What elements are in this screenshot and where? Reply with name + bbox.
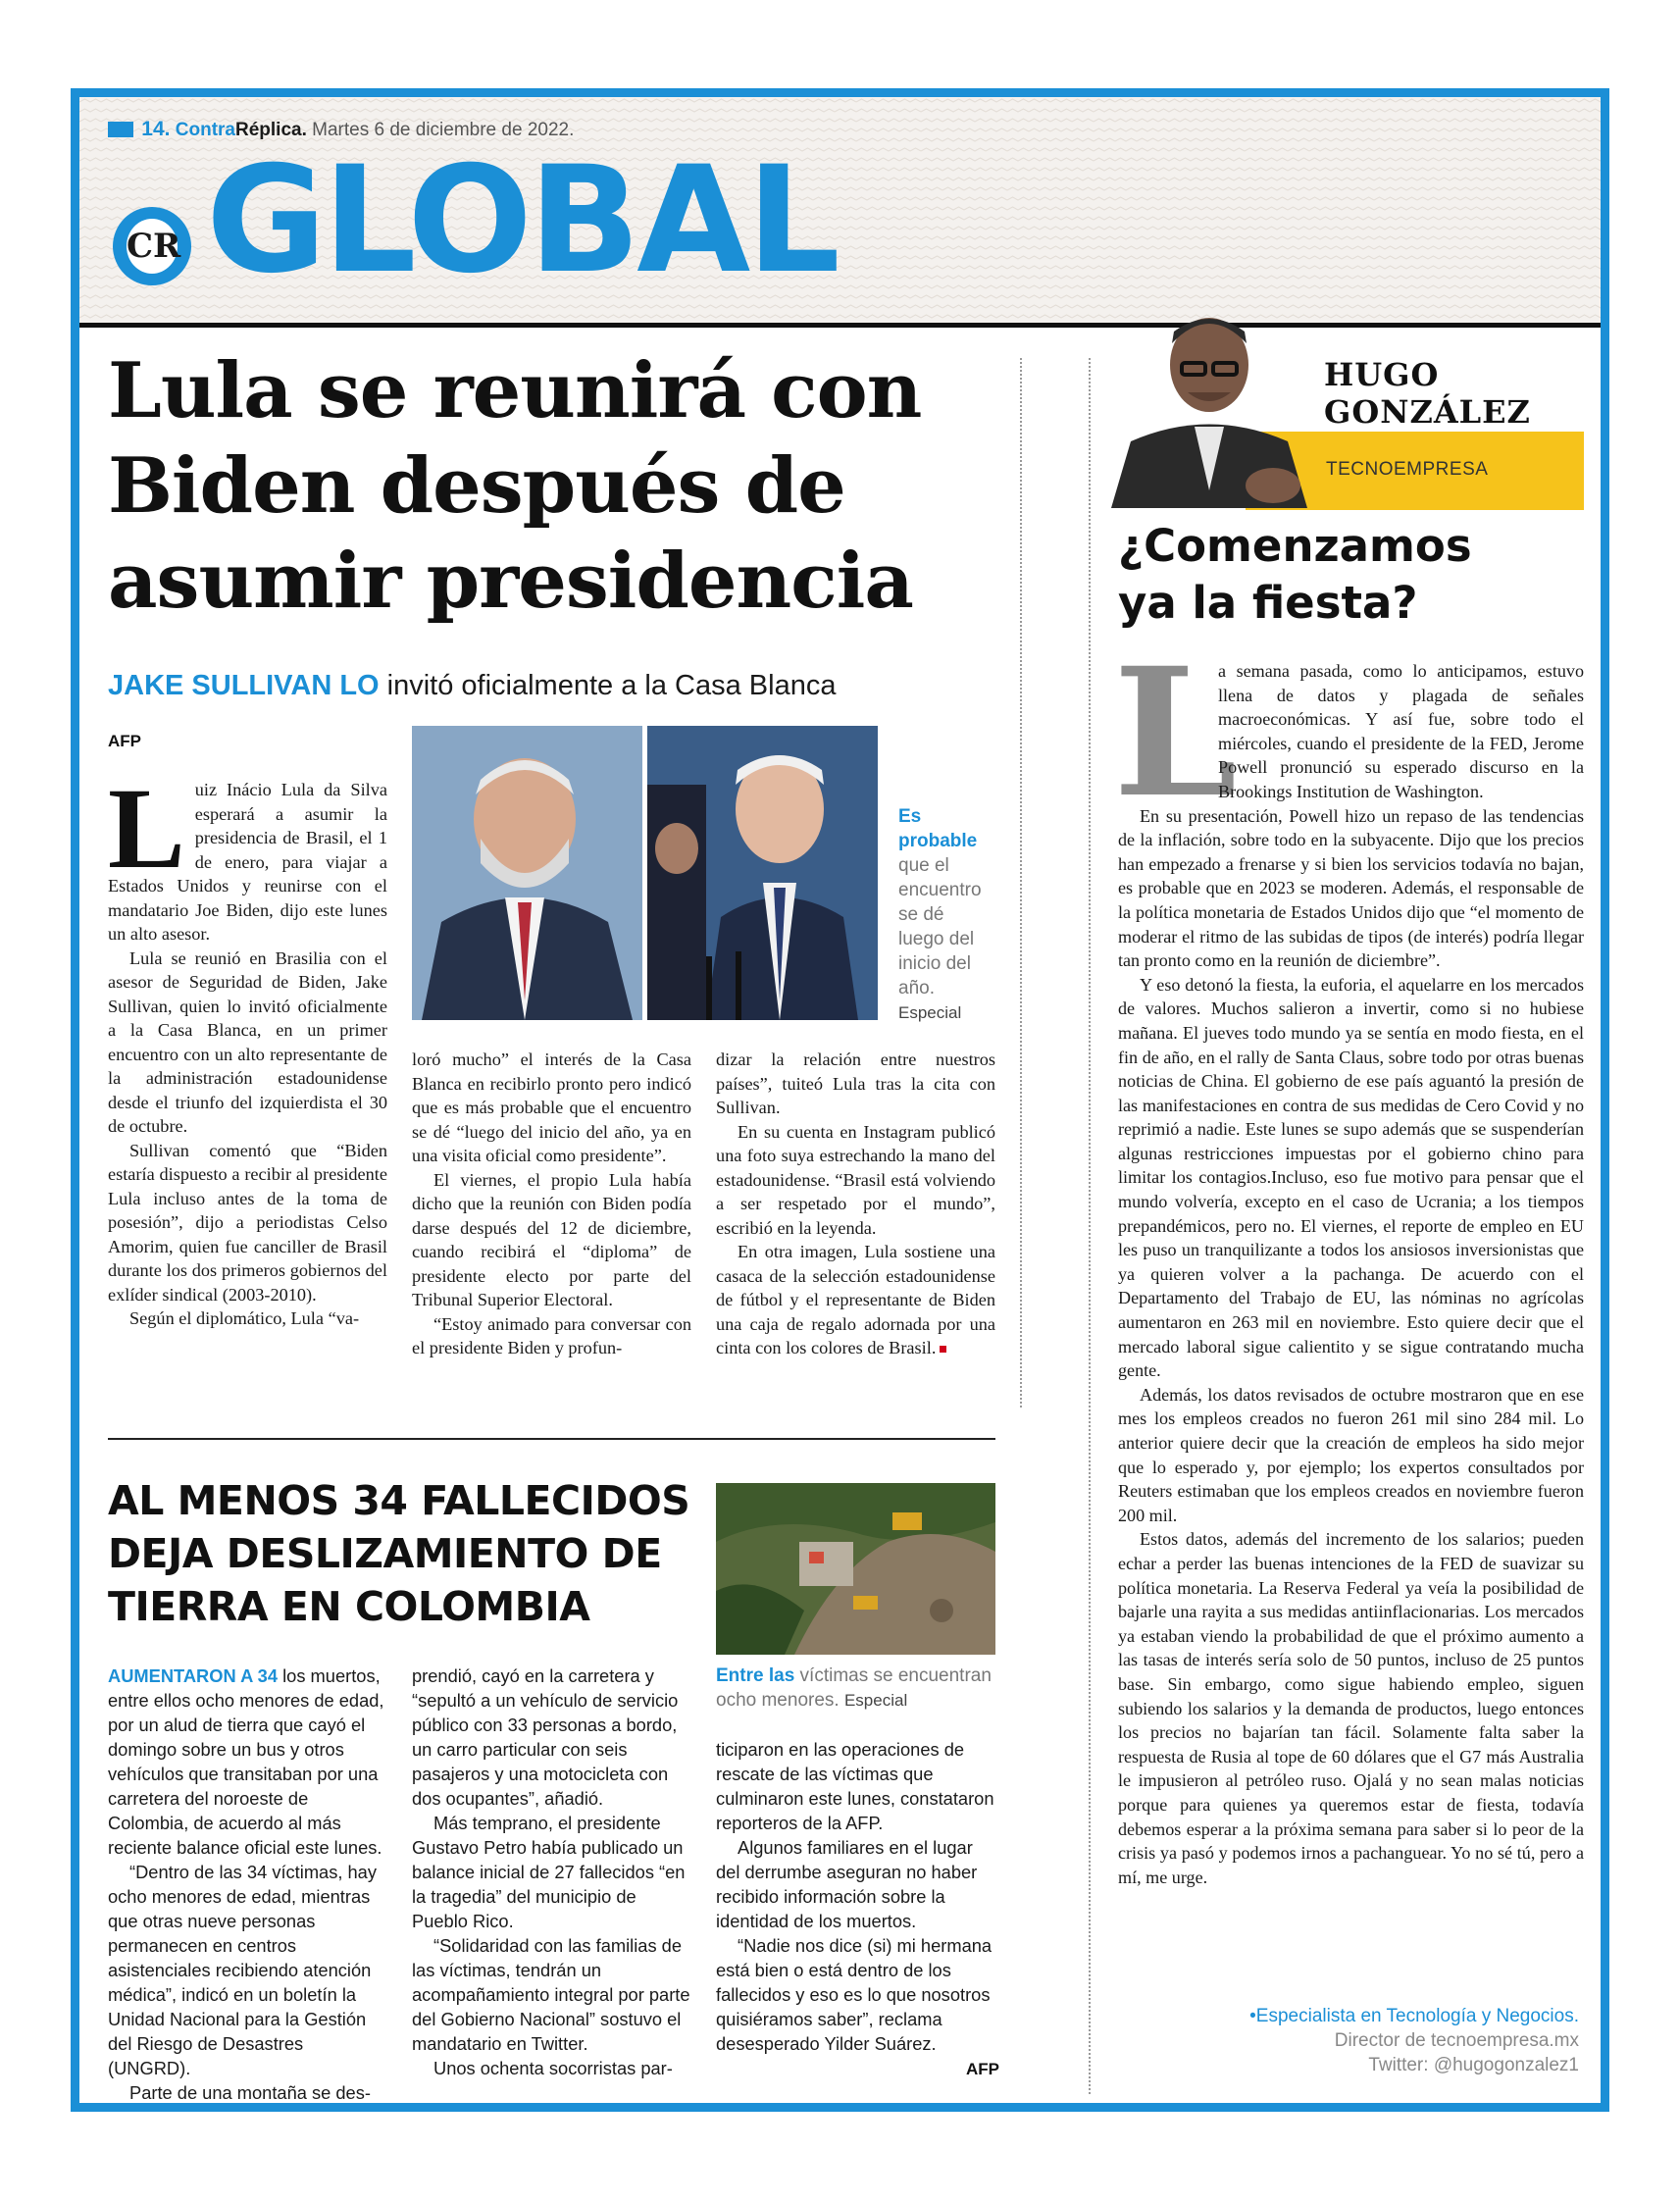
author-bio: •Especialista en Tecnología y Negocios. Director de tecnoempresa.mx Twitter: @hugogonzalez1: [1249, 2006, 1579, 2075]
section-title: GLOBAL: [206, 135, 837, 306]
second-credit: AFP: [966, 2060, 999, 2078]
second-column-2: prendió, cayó en la carretera y “sepultó a un vehículo de servicio público con 33 personas a bordo, un carro particular con seis pasajeros y una motocicleta con dos ocupantes”, añadió. Más temprano, el presidente Gustavo Petro había publicado un balance inicial de 27 fallecidos “en la tragedia” del municipio de Pueblo Rico. “Solidaridad con las familias de las víctimas, tendrán un acompañamiento integral por parte del Gobierno Nacional” sostuvo el mandatario en Twitter. Unos ochenta socorristas par-: [412, 1665, 690, 2078]
lead-credit: AFP: [108, 732, 141, 750]
second-column-1: AUMENTARON A 34 los muertos, entre ellos ocho menores de edad, por un alud de tierra que cayó el domingo sobre un bus y otros vehículos que transitaban por una carretera del noroeste de Colombia, de acuerdo al más reciente balance oficial este lunes. “Dentro de las 34 víctimas, hay ocho menores de edad, mientras que otras nueve personas permanecen en centros asistenciales recibiendo atención médica”, indicó en un boletín la Unidad Nacional para la Gestión del Riesgo de Desastres (UNGRD). Parte de una montaña se des-: [108, 1665, 384, 2103]
second-headline: AL MENOS 34 FALLECIDOS DEJA DESLIZAMIENTO DE TIERRA EN COLOMBIA: [108, 1477, 690, 1630]
lead-column-1: Luiz Inácio Lula da Silva esperará a asumir la presidencia de Brasil, el 1 de enero, para viajar a Estados Unidos y reunirse con el mandatario Joe Biden, dijo este lunes un alto asesor. Lula se reunió en Brasilia con el asesor de Seguridad de Biden, Jake Sullivan, quien lo invitó oficialmente a la Casa Blanca, en un primer encuentro con un alto representante de la administración estadounidense desde el triunfo del izquierdista el 30 de octubre. Sullivan comentó que “Biden estaría dispuesto a recibir al presidente Lula incluso antes de la toma de posesión”, dijo a periodistas Celso Amorim, quien fue canciller de Brasil durante los dos primeros gobiernos del exlíder sindical (2003-2010). Según el diplomático, Lula “va-: [108, 764, 387, 1328]
column-dropcap: L: [1113, 630, 1238, 837]
logo-letters: CR: [127, 219, 178, 274]
lead-column-2: loró mucho” el interés de la Casa Blanca en recibirlo pronto pero indicó que es más probable que el encuentro se dé “luego del inicio del año, ya en una visita oficial como presidente”. El viernes, el propio Lula había dicho que la reunión con Biden podía darse después del 12 de diciembre, cuando recibirá el “diploma” de presidente electo por parte del Tribunal Superior Electoral. “Estoy animado para conversar con el presidente Biden y profun-: [412, 1049, 691, 1357]
page-frame: [71, 88, 1609, 2112]
column-tag: TECNOEMPRESA: [1326, 459, 1489, 480]
column-headline: ¿Comenzamos ya la fiesta?: [1118, 520, 1472, 629]
lead-headline: Lula se reunirá con Biden después de asumir presidencia: [108, 346, 922, 626]
author-name: HUGO GONZÁLEZ: [1324, 356, 1531, 431]
lead-photo-caption: Es probable que el encuentro se dé luego del inicio del año. Especial: [898, 806, 982, 1022]
column-body: a semana pasada, como lo anticipamos, estuvo llena de datos y plagada de señales macroeconómicas. Y así fue, sobre todo el miércoles, cuando el presidente de la FED, Jerome Powell pronunció su esperado discurso en la Brookings Institution de Washington. En su presentación, Powell hizo un repaso de las tendencias de la inflación, sobre todo en la subyacente. Dijo que los precios han empezado a frenarse y si bien los servicios todavía no bajan, es probable que en 2023 se moderen. Además, el responsable de la política monetaria de Estados Unidos dijo que “el momento de moderar el ritmo de las subidas de tipos (de interés) podría llegar tan pronto como en la reunión de diciembre”. Y eso detonó la fiesta, la euforia, el aquelarre en los mercados de valores. Muchos salieron a invertir, como si no hubiese mañana. El jueves todo mundo ya se sentía en modo fiesta, en el fin de año, en el rally de Santa Claus, sobre todo por otras buenas noticias de China. El gobierno de ese país aguantó la presión de las manifestaciones en contra de sus medidas de Cero Covid y no reprimió a nadie. Este lunes se supo además que se suspenderían algunas restricciones impuestas por el gobierno chino para limitar los contagios.Incluso, eso fue motivo para pensar que el mundo volvería, excepto en el caso de Ucrania; a los tiempos prepandémicos, pero no. El viernes, el reporte de empleo en EU les puso un tranquilizante a todos los ansiosos inversionistas que ya quieren volver a la pachanga. De acuerdo con el Departamento del Trabajo de EU, las nóminas no agrícolas aumentaron en 263 mil en noviembre. Esto quiere decir que el mercado laboral sigue calientito y se sigue contratando mucha gente. Además, los datos revisados de octubre mostraron que en ese mes los empleos creados no fueron 261 mil sino 284 mil. Lo anterior quiere decir que la creación de empleos ha sido mejor que lo esperado y, por ejemplo; los expertos consultados por Reuters estimaban que los empleos creados en noviembre fueron 200 mil. Estos datos, además del incremento de los salarios; pueden echar a perder las buenas intenciones de la FED de suavizar su política monetaria. La Reserva Federal ya veía la posibilidad de bajarle una rayita a sus medidas antiinflacionarias. Los mercados ya estaban viendo la probabilidad de que el próximo aumento a las tasas de interés sería solo de 50 puntos, incluso de 25 puntos base. Sin embargo, como sigue habiendo empleo, siguen subiendo los salarios y la demanda de productos, luego entonces los precios no bajarían tan fácil. Solamente falta saber la respuesta de Rusia al tope de 60 dólares que el G7 más Australia le impusieron al petróleo ruso. Ojalá y no sean malas noticias porque para quienes ya queremos estar de fiesta, todavía debemos esperar a la próxima semana para saber si lo peor de la crisis ya pasó y podemos irnos a pachanguear. Yo no sé tú, pero a mí, me urge.: [1118, 661, 1584, 1887]
lead-column-3: dizar la relación entre nuestros países”, tuiteó Lula tras la cita con Sullivan. En su cuenta en Instagram publicó una foto suya estrechando la mano del estadounidense. “Brasil está volviendo a ser respetado por el mundo”, escribió en la leyenda. En otra imagen, Lula sostiene una casaca de la selección estadounidense de fútbol y el representante de Biden una caja de regalo adornada por una cinta con los colores de Brasil.: [716, 1049, 995, 1357]
dropcap: L: [108, 764, 185, 893]
landslide-caption: Entre las víctimas se encuentran ocho menores. Especial: [716, 1665, 992, 1711]
lead-deck: JAKE SULLIVAN LO invitó oficialmente a la Casa Blanca: [108, 670, 837, 701]
second-column-3: ticiparon en las operaciones de rescate de las víctimas que culminaron este lunes, constataron reporteros de la AFP. Algunos familiares en el lugar del derrumbe aseguran no haber recibido información sobre la identidad de los muertos. “Nadie nos dice (si) mi hermana está bien o está dentro de los fallecidos y eso es lo que nosotros quisiéramos saber”, reclama desesperado Yilder Suárez.: [716, 1739, 994, 2054]
folio: 14. ContraRéplica. Martes 6 de diciembre de 2022.: [108, 118, 574, 141]
